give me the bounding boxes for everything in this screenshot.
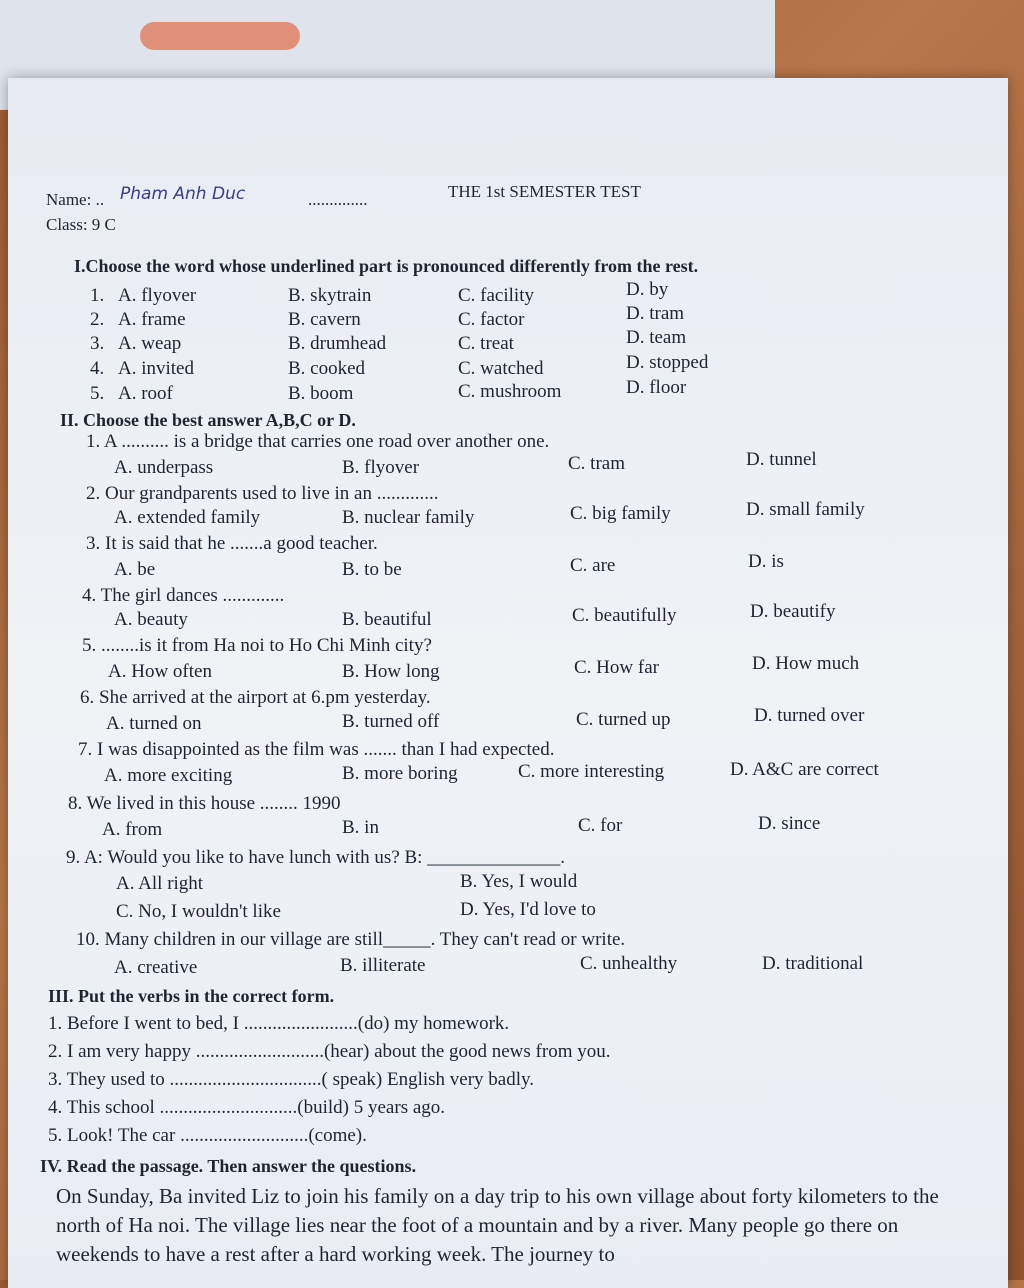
s1-option-b: B. cooked bbox=[288, 358, 366, 379]
s2-option-b: B. nuclear family bbox=[342, 507, 475, 528]
s2-option-d: D. tunnel bbox=[746, 449, 817, 470]
s2-option-b: B. to be bbox=[342, 559, 402, 580]
s1-option-c: C. treat bbox=[458, 333, 514, 354]
s2-option-d: D. small family bbox=[746, 499, 865, 520]
s2-option-c: C. No, I wouldn't like bbox=[116, 901, 281, 922]
s2-question: 8. We lived in this house ........ 1990 bbox=[68, 793, 341, 814]
s1-option-b: B. cavern bbox=[288, 309, 361, 330]
s1-option-b: B. boom bbox=[288, 383, 354, 404]
s2-question: 10. Many children in our village are still_____. They can't read or write. bbox=[76, 929, 626, 950]
s2-question: 7. I was disappointed as the film was ....... than I had expected. bbox=[78, 739, 555, 760]
s2-option-a: A. extended family bbox=[114, 507, 261, 528]
s2-option-a: A. creative bbox=[114, 957, 198, 978]
s1-option-a: A. roof bbox=[118, 383, 173, 404]
class-label: Class: 9 C bbox=[46, 215, 116, 234]
s1-option-c: C. factor bbox=[458, 309, 525, 330]
name-dots: .............. bbox=[308, 190, 368, 209]
s2-option-b: B. illiterate bbox=[340, 955, 426, 976]
s2-option-a: A. from bbox=[102, 819, 163, 840]
s2-option-c: C. How far bbox=[574, 657, 659, 678]
s1-option-d: D. tram bbox=[626, 303, 685, 324]
s2-option-b: B. turned off bbox=[342, 711, 440, 732]
s2-option-a: A. turned on bbox=[106, 713, 202, 734]
s2-option-b: B. flyover bbox=[342, 457, 420, 478]
s1-option-c: C. facility bbox=[458, 285, 534, 306]
s2-option-c: C. turned up bbox=[576, 709, 671, 730]
s1-num: 3. bbox=[90, 333, 105, 354]
s2-option-b: B. more boring bbox=[342, 763, 458, 784]
s1-option-a: A. weap bbox=[118, 333, 182, 354]
s2-question: 9. A: Would you like to have lunch with us? B: ______________. bbox=[66, 847, 565, 868]
s2-option-a: A. underpass bbox=[114, 457, 214, 478]
s3-item: 4. This school .............................(build) 5 years ago. bbox=[48, 1097, 446, 1118]
s1-option-d: D. team bbox=[626, 327, 687, 348]
section-4-title: IV. Read the passage. Then answer the questions. bbox=[40, 1156, 417, 1176]
section-1-title: I.Choose the word whose underlined part is pronounced differently from the rest. bbox=[74, 256, 699, 276]
s2-option-a: A. How often bbox=[108, 661, 212, 682]
s2-option-c: C. for bbox=[578, 815, 623, 836]
test-paper bbox=[8, 78, 1008, 1288]
s3-item: 2. I am very happy ...........................(hear) about the good news from you. bbox=[48, 1041, 611, 1062]
s2-option-c: C. are bbox=[570, 555, 616, 576]
s1-option-a: A. frame bbox=[118, 309, 186, 330]
s2-question: 3. It is said that he .......a good teacher. bbox=[86, 533, 378, 554]
s1-option-b: B. drumhead bbox=[288, 333, 387, 354]
s1-option-d: D. stopped bbox=[626, 352, 709, 373]
s2-option-d: D. is bbox=[748, 551, 784, 572]
s2-question: 4. The girl dances ............. bbox=[82, 585, 285, 606]
name-label: Name: .. bbox=[46, 190, 105, 209]
s2-option-d: D. turned over bbox=[754, 705, 865, 726]
s2-option-c: C. more interesting bbox=[518, 761, 665, 782]
s2-question: 5. ........is it from Ha noi to Ho Chi Minh city? bbox=[82, 635, 432, 656]
s2-question: 2. Our grandparents used to live in an ............. bbox=[86, 483, 439, 504]
s2-option-d: D. traditional bbox=[762, 953, 864, 974]
s2-option-c: C. beautifully bbox=[572, 605, 677, 626]
s2-option-a: A. beauty bbox=[114, 609, 188, 630]
section-2-title: II. Choose the best answer A,B,C or D. bbox=[60, 410, 356, 430]
s2-question: 1. A .......... is a bridge that carries one road over another one. bbox=[86, 431, 550, 452]
s2-option-b: B. beautiful bbox=[342, 609, 432, 630]
s1-num: 4. bbox=[90, 358, 105, 379]
s1-option-c: C. watched bbox=[458, 358, 544, 379]
s2-option-c: C. big family bbox=[570, 503, 671, 524]
s2-option-d: D. since bbox=[758, 813, 821, 834]
s1-option-b: B. skytrain bbox=[288, 285, 372, 306]
s1-option-a: A. invited bbox=[118, 358, 194, 379]
s2-option-b: B. in bbox=[342, 817, 379, 838]
section-3-title: III. Put the verbs in the correct form. bbox=[48, 986, 335, 1006]
test-title: THE 1st SEMESTER TEST bbox=[448, 182, 641, 201]
s2-option-d: D. Yes, I'd love to bbox=[460, 899, 596, 920]
s2-option-b: B. Yes, I would bbox=[460, 871, 578, 892]
s2-question: 6. She arrived at the airport at 6.pm yesterday. bbox=[80, 687, 431, 708]
student-name-handwritten: Pham Anh Duc bbox=[120, 184, 246, 204]
s1-num: 1. bbox=[90, 285, 105, 306]
s2-option-d: D. A&C are correct bbox=[730, 759, 879, 780]
red-object bbox=[140, 22, 300, 50]
s1-option-c: C. mushroom bbox=[458, 381, 562, 402]
reading-passage: On Sunday, Ba invited Liz to join his family on a day trip to his own village about forty kilometers to the north of Ha noi. The village lies near the foot of a mountain and by a river. Many people go there on weekends to have a rest after a hard working week. The journey to bbox=[56, 1184, 939, 1266]
s3-item: 5. Look! The car ...........................(come). bbox=[48, 1125, 367, 1146]
s2-option-d: D. How much bbox=[752, 653, 860, 674]
s2-option-a: A. All right bbox=[116, 873, 204, 894]
s3-item: 3. They used to ................................( speak) English very badly. bbox=[48, 1069, 535, 1090]
s2-option-a: A. be bbox=[114, 559, 156, 580]
s1-num: 2. bbox=[90, 309, 105, 330]
s2-option-c: C. unhealthy bbox=[580, 953, 678, 974]
s2-option-d: D. beautify bbox=[750, 601, 836, 622]
s1-option-a: A. flyover bbox=[118, 285, 197, 306]
s1-num: 5. bbox=[90, 383, 105, 404]
s2-option-b: B. How long bbox=[342, 661, 440, 682]
s2-option-c: C. tram bbox=[568, 453, 625, 474]
s1-option-d: D. by bbox=[626, 279, 669, 300]
s1-option-d: D. floor bbox=[626, 377, 687, 398]
s2-option-a: A. more exciting bbox=[104, 765, 233, 786]
s3-item: 1. Before I went to bed, I ........................(do) my homework. bbox=[48, 1013, 510, 1034]
